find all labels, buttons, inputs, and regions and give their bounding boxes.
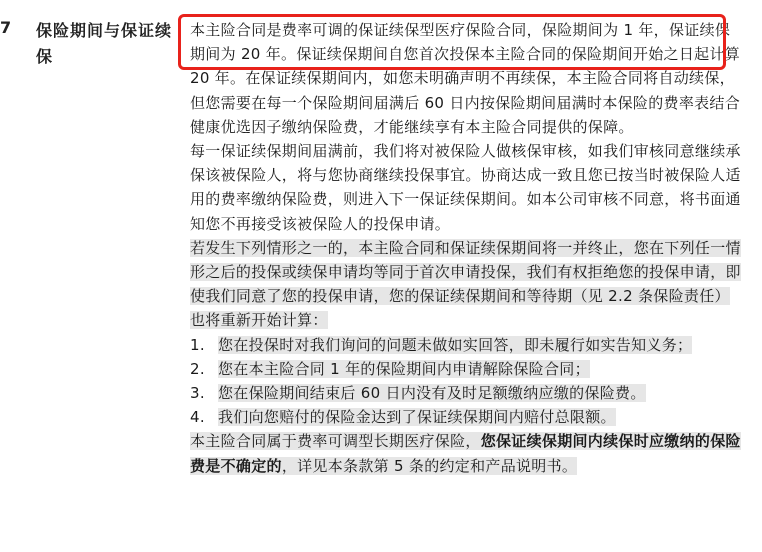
closing-text-bold: 您保证续保期间内续保时应缴纳的保险费是不确定的: [190, 432, 741, 475]
termination-intro-text: 若发生下列情形之一的，本主险合同和保证续保期间将一并终止，您在下列任一情形之后的投保或续保申请均等同于首次申请投保，我们有权拒绝您的投保申请，即使我们同意了您的投保申请，您的保证续保期间和等待期（见 2.2 条保险责任）也将重新开始计算：: [190, 238, 741, 330]
closing-paragraph: [190, 429, 742, 477]
paragraph-underwriting: 每一保证续保期间届满前，我们将对被保险人做核保审核，如我们审核同意继续承保该被保险人，将与您协商继续投保事宜。协商达成一致且您已按当时被保险人适用的费率缴纳保险费，则进入下一保证续保期间。如本公司审核不同意，将书面通知您不再接受该被保险人的投保申请。: [190, 142, 741, 233]
closing-text-part3: ，详见本条款第 5 条的约定和产品说明书。: [281, 456, 578, 475]
list-item-number: 4.: [190, 408, 205, 427]
red-highlight-box: [178, 14, 726, 70]
list-item-text: 我们向您赔付的保险金达到了保证续保期间内赔付总限额。: [218, 408, 616, 427]
list-item: [190, 405, 742, 429]
list-item: [190, 381, 742, 405]
section-title: 保险期间与保证续保: [36, 21, 173, 66]
paragraph-auto-renewal: 本主险合同是费率可调的保证续保型医疗保险合同，保险期间为 1 年，保证续保期间为 20 年。保证续保期间自您首次投保本主险合同的保险期间开始之日起计算 20 年。在保证续保期间内，如您未明确声明不再续保，本主险合同将自动续保，但您需要在每一个保险期间届满后 60 日内按保险期间届满时本保险的费率表结合健康优选因子缴纳保险费，才能继续享有本主险合同提供的保障。: [190, 21, 741, 136]
section-body: [190, 18, 742, 478]
list-item-number: 2.: [190, 359, 205, 378]
list-item-number: 1.: [190, 335, 205, 354]
list-item-text: 您在本主险合同 1 年的保险期间内申请解除保险合同；: [218, 359, 590, 378]
section-number: 7: [0, 18, 12, 37]
list-item-text: 您在投保时对我们询问的问题未做如实回答，即未履行如实告知义务；: [218, 335, 693, 354]
list-item-text: 您在保险期间结束后 60 日内没有及时足额缴纳应缴的保险费。: [218, 384, 646, 403]
list-item-number: 3.: [190, 384, 205, 403]
list-item: [190, 333, 742, 357]
list-item: [190, 357, 742, 381]
termination-intro: [190, 236, 742, 333]
closing-text-part1: 本主险合同属于费率可调型长期医疗保险，: [190, 432, 481, 451]
